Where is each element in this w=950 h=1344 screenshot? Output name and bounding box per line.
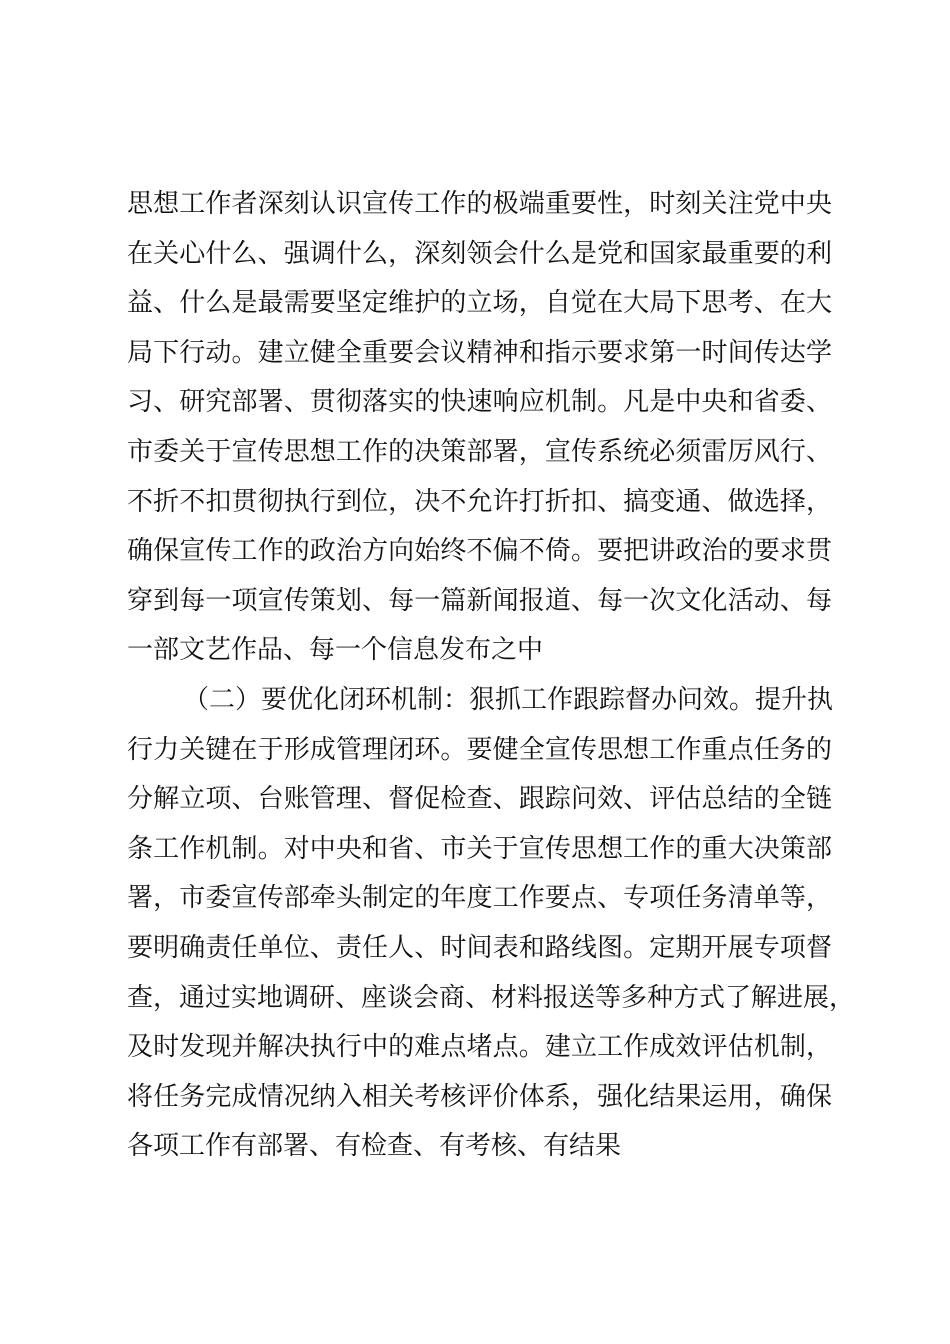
text-line: 行力关键在于形成管理闭环。要健全宣传思想工作重点任务的 (127, 734, 832, 765)
text-line: 习、研究部署、贯彻落实的快速响应机制。凡是中央和省委、 (127, 387, 832, 418)
text-line: 署，市委宣传部牵头制定的年度工作要点、专项任务清单等， (127, 883, 832, 914)
text-line: 在关心什么、强调什么，深刻领会什么是党和国家最重要的利 (127, 238, 832, 269)
text-line: 将任务完成情况纳入相关考核评价体系，强化结果运用，确保 (127, 1081, 832, 1112)
document-body (127, 180, 856, 1172)
paragraph-2 (127, 676, 856, 1172)
section-heading-line: （二）要优化闭环机制：狠抓工作跟踪督办问效。提升执 (183, 684, 834, 715)
text-line: 各项工作有部署、有检查、有考核、有结果 (127, 1131, 622, 1162)
text-line: 确保宣传工作的政治方向始终不偏不倚。要把讲政治的要求贯 (127, 536, 832, 567)
text-line: 益、什么是最需要坚定维护的立场，自觉在大局下思考、在大 (127, 288, 832, 319)
text-line: 查，通过实地调研、座谈会商、材料报送等多种方式了解进展， (127, 982, 856, 1013)
text-line: 不折不扣贯彻执行到位，决不允许打折扣、搞变通、做选择， (127, 486, 832, 517)
text-line: 及时发现并解决执行中的难点堵点。建立工作成效评估机制， (127, 1032, 832, 1063)
text-line: 条工作机制。对中央和省、市关于宣传思想工作的重大决策部 (127, 833, 832, 864)
text-line: 思想工作者深刻认识宣传工作的极端重要性，时刻关注党中央 (127, 189, 832, 219)
text-line: 局下行动。建立健全重要会议精神和指示要求第一时间传达学 (127, 337, 832, 368)
text-line: 穿到每一项宣传策划、每一篇新闻报道、每一次文化活动、每 (127, 585, 832, 616)
text-line: 市委关于宣传思想工作的决策部署，宣传系统必须雷厉风行、 (127, 436, 832, 467)
text-line: 要明确责任单位、责任人、时间表和路线图。定期开展专项督 (127, 932, 832, 963)
text-line: 分解立项、台账管理、督促检查、跟踪问效、评估总结的全链 (127, 784, 832, 815)
text-line: 一部文艺作品、每一个信息发布之中 (127, 635, 544, 666)
paragraph-1 (127, 180, 832, 676)
